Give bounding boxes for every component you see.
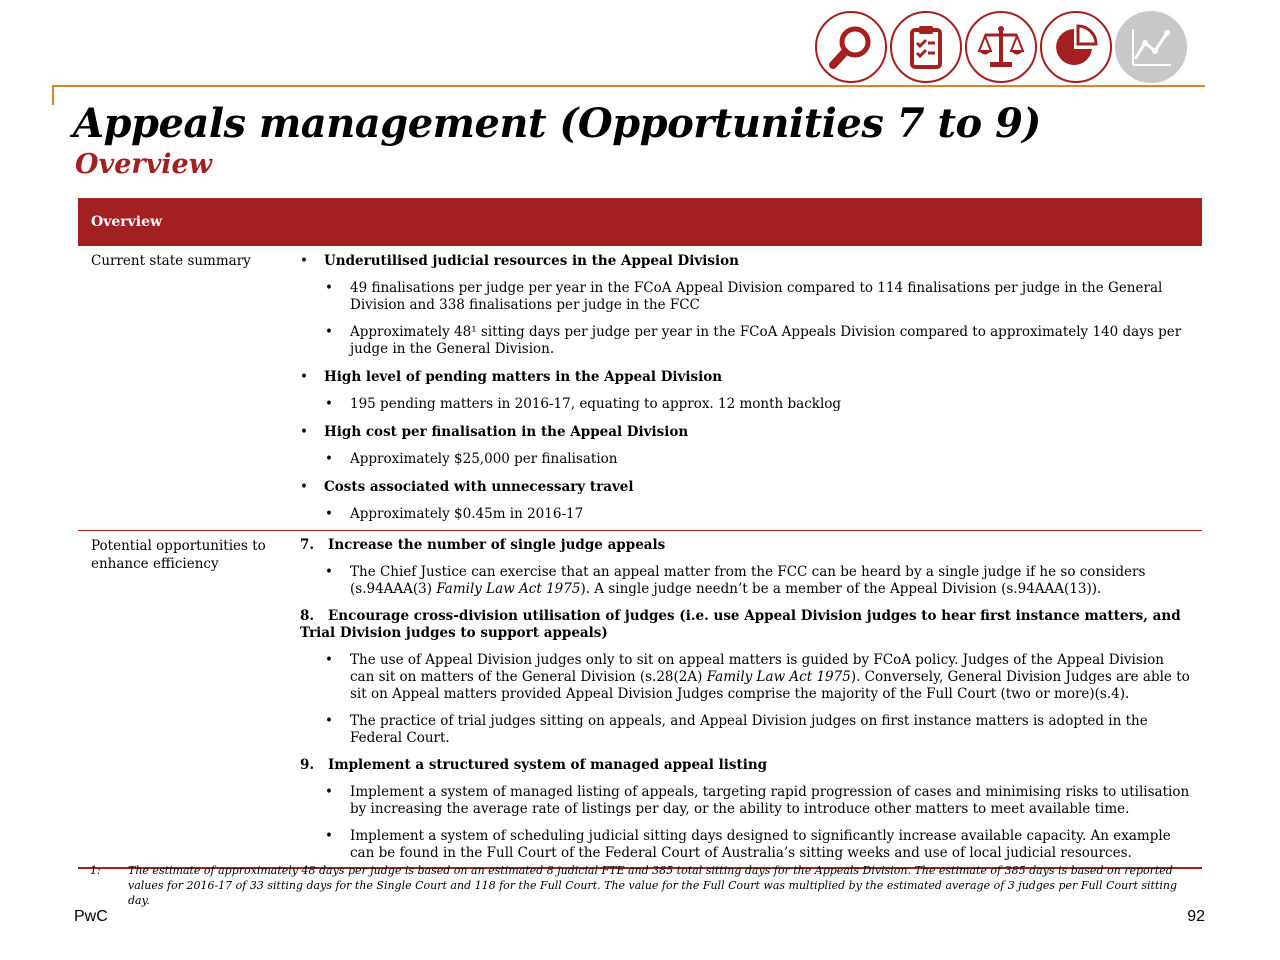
pie-chart-icon [1040, 11, 1112, 83]
bullet-text: The use of Appeal Division judges only to sit on appeal matters is guided by FCoA policy. Judges of the Appeal Division can sit on matters of the General Division (s.28(2A) [350, 652, 1164, 685]
row-label: Potential opportunities to enhance efficiency [91, 538, 266, 572]
brand-label: PwC [74, 908, 108, 925]
opportunity-number: 8. [300, 608, 315, 624]
scales-icon [965, 11, 1037, 83]
opportunity-title: Increase the number of single judge appeals [328, 537, 666, 553]
page-subtitle: Overview [75, 149, 212, 180]
summary-bullet: • Approximately $25,000 per finalisation [300, 451, 1202, 468]
opportunity-bullet [300, 784, 1202, 818]
footnote-text: The estimate of approximately 48 days per judge is based on an estimated 8 judicial FTE and 385 total sitting days for the Appeals Division. The estimate of 385 days is based on reported values for 2016-17 of 33 sitting days for the Single Court and 118 for the Full Court. The value for the Full Court was multiplied by the estimated average of 3 judges per Full Court sitting day. [128, 864, 1178, 907]
overview-table [78, 198, 1202, 869]
bullet-text: Implement a system of managed listing of appeals, targeting rapid progression of cases and minimising risks to utilisation by increasing the average rate of listings per day, or the ability to introduce other matters to meet available time. [350, 784, 1190, 817]
summary-heading: • Costs associated with unnecessary travel [300, 478, 1202, 496]
row-label: Current state summary [91, 253, 251, 269]
opportunity-number: 9. [300, 757, 315, 773]
act-reference: Family Law Act 1975 [706, 669, 851, 685]
page-number: 92 [1187, 908, 1205, 925]
opportunity-bullet [300, 713, 1202, 747]
table-row [78, 531, 1202, 869]
header-rule-corner [52, 85, 54, 105]
clipboard-checklist-icon [890, 11, 962, 83]
footnote [90, 863, 1180, 908]
summary-heading: • High level of pending matters in the Appeal Division [300, 368, 1202, 386]
summary-heading: • High cost per finalisation in the Appeal Division [300, 423, 1202, 441]
opportunity-title: Encourage cross-division utilisation of judges (i.e. use Appeal Division judges to hear first instance matters, and Trial Division judges to support appeals) [300, 608, 1181, 641]
summary-bullet: • 49 finalisations per judge per year in the FCoA Appeal Division compared to 114 finalisations per judge in the General Division and 338 finalisations per judge in the FCC [300, 280, 1202, 314]
summary-heading: • Underutilised judicial resources in the Appeal Division [300, 252, 1202, 270]
section-icon-bar [815, 11, 1187, 87]
bullet-text: ). Conversely, General Division Judges are able to sit on Appeal matters provided Appeal Division Judges comprise the majority of the Full Court (two or more)(s.4). [350, 669, 1190, 702]
opportunity-number: 7. [300, 537, 315, 553]
opportunity-title: Implement a structured system of managed appeal listing [328, 757, 768, 773]
opportunity-bullet [300, 564, 1202, 598]
line-chart-icon [1115, 11, 1187, 83]
opportunity-heading [300, 757, 1202, 774]
opportunity-heading [300, 537, 1202, 554]
table-header: Overview [78, 198, 1202, 246]
opportunity-heading [300, 608, 1202, 642]
table-row [78, 246, 1202, 531]
page-title: Appeals management (Opportunities 7 to 9) [73, 100, 1041, 147]
bullet-text: The Chief Justice can exercise that an appeal matter from the FCC can be heard by a single judge if he so considers (s.94AAA(3) [350, 564, 1146, 597]
summary-bullet: • Approximately $0.45m in 2016-17 [300, 506, 1202, 523]
bullet-text: The practice of trial judges sitting on appeals, and Appeal Division judges on first instance matters is adopted in the Federal Court. [350, 713, 1148, 746]
bullet-text: ). A single judge needn’t be a member of the Appeal Division (s.94AAA(13)). [580, 581, 1102, 597]
magnifier-icon [815, 11, 887, 83]
summary-bullet: • Approximately 48¹ sitting days per judge per year in the FCoA Appeals Division compared to approximately 140 days per judge in the General Division. [300, 324, 1202, 358]
row-content [300, 252, 1202, 527]
opportunity-bullet [300, 828, 1202, 862]
row-content [300, 537, 1202, 862]
act-reference: Family Law Act 1975 [436, 581, 581, 597]
bullet-text: Implement a system of scheduling judicial sitting days designed to significantly increase available capacity. An example can be found in the Full Court of the Federal Court of Australia’s sitting weeks and use of local judicial resources. [350, 828, 1171, 861]
summary-bullet: • 195 pending matters in 2016-17, equating to approx. 12 month backlog [300, 396, 1202, 413]
footnote-mark: 1: [90, 864, 101, 877]
opportunity-bullet [300, 652, 1202, 703]
